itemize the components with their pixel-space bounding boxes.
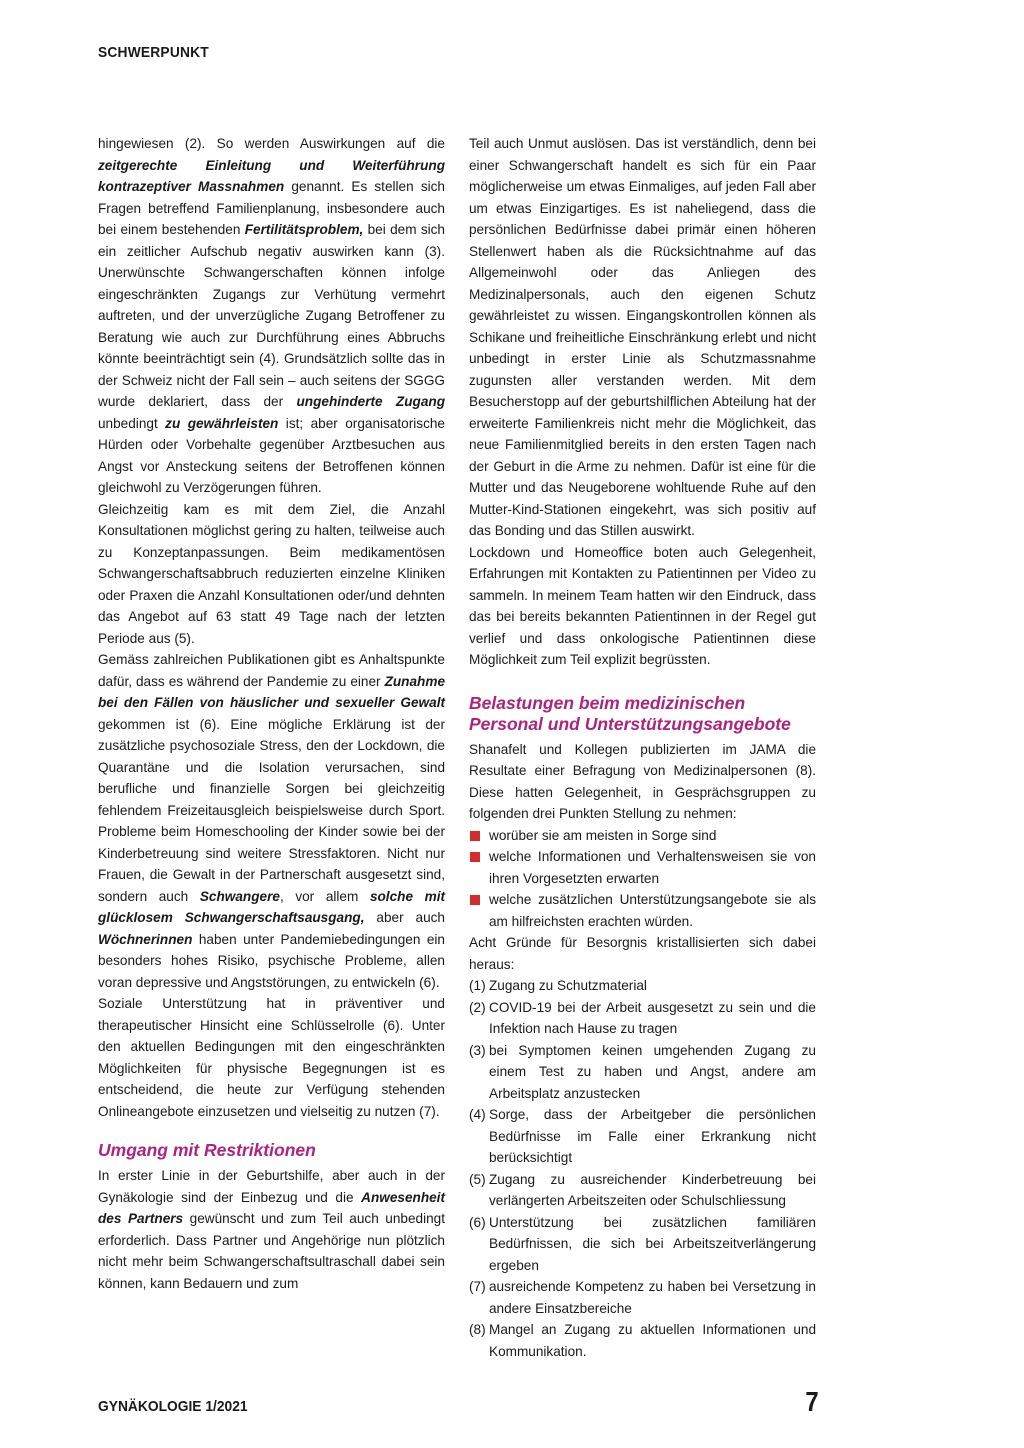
section-header: SCHWERPUNKT <box>98 44 209 61</box>
bullet-list <box>469 825 816 933</box>
list-item: (4) Sorge, dass der Arbeitgeber die persönlichen Bedürfnisse im Falle einer Erkrankung nicht berücksichtigt <box>469 1107 816 1165</box>
page-number: 7 <box>805 1386 819 1417</box>
paragraph <box>98 133 445 499</box>
square-bullet-icon <box>470 895 480 905</box>
square-bullet-icon <box>470 852 480 862</box>
paragraph <box>98 499 445 650</box>
text-run: Gleichzeitig kam es mit dem Ziel, die Anzahl Konsultationen möglichst gering zu halten, teilweise auch zu Konzeptanpassungen. Beim medikamentösen Schwangerschaftsabbruch reduzierten einzelne Kliniken oder Praxen die Anzahl Konsultationen oder/und dehnten das Angebot auf 63 statt 49 Tage nach der letzten Periode aus (5). <box>98 501 445 646</box>
list-item: (7) ausreichende Kompetenz zu haben bei Versetzung in andere Einsatzbereiche <box>469 1279 816 1316</box>
journal-issue: GYNÄKOLOGIE 1/2021 <box>98 1398 248 1415</box>
emphasized-text: solche mit glücklosem Schwangerschaftsausgang, <box>98 888 446 925</box>
text-run: bei dem sich ein zeitlicher Aufschub negativ auswirken kann (3). Unerwünschte Schwangerschaften können infolge eingeschränkten Zugangs zur Verhütung vermehrt auftreten, und der unverzügliche Zugang Betroffener zu Beratung wie auch zur Durchführung eines Abbruchs könnte beeinträchtigt sein (4). Grundsätzlich sollte das in der Schweiz nicht der Fall sein – auch seitens der SGGG wurde deklariert, dass der <box>98 222 445 409</box>
text-run: Acht Gründe für Besorgnis kristallisierten sich dabei heraus: <box>469 935 816 972</box>
paragraph <box>98 1165 445 1294</box>
paragraph <box>469 932 816 975</box>
paragraph <box>469 542 816 671</box>
list-item: (2) COVID-19 bei der Arbeit ausgesetzt zu sein und die Infektion nach Hause zu tragen <box>469 999 816 1036</box>
section-heading: Umgang mit Restriktionen <box>98 1140 316 1160</box>
text-run: genannt. Es stellen sich Fragen betreffend Familienplanung, insbesondere auch bei einem bestehenden <box>98 179 445 237</box>
list-item: welche zusätzlichen Unterstützungsangebote sie als am hilfreichsten erachten würden. <box>469 889 816 932</box>
paragraph <box>469 739 816 825</box>
list-item: (3) bei Symptomen keinen umgehenden Zugang zu einem Test zu haben und Angst, andere am Arbeitsplatz anzustecken <box>469 1042 816 1101</box>
text-run: aber auch <box>364 910 445 925</box>
text-run: , vor allem <box>279 888 370 904</box>
numbered-list <box>469 975 816 1362</box>
emphasized-text: Anwesenheit des Partners <box>98 1189 445 1226</box>
emphasized-text: zeitgerechte Einleitung und Weiterführung kontrazeptiver Massnahmen <box>98 157 445 194</box>
text-run: Teil auch Unmut auslösen. Das ist verständlich, denn bei einer Schwangerschaft handelt es sich für ein Paar möglicherweise um etwas Einmaliges, auf jeden Fall aber um etwas Einzigartiges. Es ist naheliegend, dass die persönlichen Bedürfnisse dabei primär einen höheren Stellenwert haben als die Rücksichtnahme auf das Allgemeinwohl oder das Anliegen des Medizinalpersonals, auch den eigenen Schutz gewährleistet zu wissen. Eingangskontrollen können als Schikane und freiheitliche Einschränkung erlebt und nicht unbedingt in erster Linie als Schutzmassnahme zugunsten aller verstanden werden. Mit dem Besucherstopp auf der geburtshilflichen Abteilung hat der erweiterte Familienkreis nicht mehr die Möglichkeit, das neue Familienmitglied bereits in den ersten Tagen nach der Geburt in die Arme zu nehmen. Dafür ist eine für die Mutter und das Neugeborene wohltuende Ruhe auf den Mutter-Kind-Stationen eingekehrt, was sich positiv auf das Bonding und das Stillen auswirkt. <box>469 136 816 538</box>
emphasized-text: Zunahme bei den Fällen von häuslicher und sexueller Gewalt <box>98 673 445 710</box>
text-run: In erster Linie in der Geburtshilfe, aber auch in der Gynäkologie sind der Einbezug und die <box>98 1168 445 1205</box>
text-run: Gemäss zahlreichen Publikationen gibt es Anhaltspunkte dafür, dass es während der Pandemie zu einer <box>98 652 445 689</box>
text-run: unbedingt <box>98 415 166 431</box>
list-item: (5) Zugang zu ausreichender Kinderbetreuung bei verlängerten Arbeitszeiten oder Schulschliessung <box>469 1171 816 1208</box>
list-item: (8) Mangel an Zugang zu aktuellen Informationen und Kommunikation. <box>469 1322 816 1359</box>
text-run: haben unter Pandemiebedingungen ein besonders hohes Risiko, psychische Probleme, allen voran depressive und Angststörungen, zu entwickeln (6). <box>98 931 445 990</box>
text-run: gekommen ist (6). Eine mögliche Erklärung ist der zusätzliche psychosoziale Stress, den der Lockdown, die Quarantäne und die Isolation verursachen, sind berufliche und finanzielle Sorgen bei gleichzeitig fehlendem Freizeitausgleich beispielsweise durch Sport. Probleme beim Homeschooling der Kinder sowie bei der Kinderbetreuung sind weitere Stressfaktoren. Nicht nur Frauen, die Gewalt in der Partnerschaft ausgesetzt sind, sondern auch <box>98 716 445 904</box>
list-item: (1) Zugang zu Schutzmaterial <box>469 978 647 993</box>
list-item: worüber sie am meisten in Sorge sind <box>469 825 816 847</box>
paragraph <box>98 993 445 1122</box>
list-item: (6) Unterstützung bei zusätzlichen familiären Bedürfnissen, die sich bei Arbeitszeitverlängerung ergeben <box>469 1214 816 1273</box>
emphasized-text: zu gewährleisten <box>165 415 279 431</box>
square-bullet-icon <box>470 831 480 841</box>
text-run: gewünscht und zum Teil auch unbedingt erforderlich. Dass Partner und Angehörige nun plötzlich nicht mehr beim Schwangerschaftsultraschall dabei sein können, kann Bedauern und zum <box>98 1211 446 1291</box>
emphasized-text: Wöchnerinnen <box>98 931 193 947</box>
list-item: welche Informationen und Verhaltensweisen sie von ihren Vorgesetzten erwarten <box>469 846 816 889</box>
emphasized-text: ungehinderte Zugang <box>296 394 445 409</box>
emphasized-text: Schwangere <box>199 888 280 904</box>
text-run: Lockdown und Homeoffice boten auch Gelegenheit, Erfahrungen mit Kontakten zu Patientinnen per Video zu sammeln. In meinem Team hatten wir den Eindruck, dass das bei bereits bekannten Patientinnen in der Regel gut verlief und dass onkologische Patientinnen diese Möglichkeit zum Teil explizit begrüssten. <box>469 544 816 667</box>
section-heading: Belastungen beim medizinischen Personal und Unterstützungsangebote <box>469 692 791 734</box>
paragraph <box>469 133 816 542</box>
text-run: Soziale Unterstützung hat in präventiver und therapeutischer Hinsicht eine Schlüsselrolle (6). Unter den aktuellen Bedingungen mit den eingeschränkten Möglichkeiten für physische Begegnungen ist es entscheidend, die heute zur Verfügung stehenden Onlineangebote einzusetzen und vielseitig zu nutzen (7). <box>98 996 445 1119</box>
right-column <box>469 133 816 1362</box>
paragraph <box>98 649 445 993</box>
text-run: Shanafelt und Kollegen publizierten im JAMA die Resultate einer Befragung von Medizinalpersonen (8). Diese hatten Gelegenheit, in Gesprächsgruppen zu folgenden drei Punkten Stellung zu nehmen: <box>469 741 816 821</box>
emphasized-text: Fertilitätsproblem, <box>244 222 364 237</box>
left-column <box>98 133 445 1294</box>
text-run: ist; aber organisatorische Hürden oder Vorbehalte gegenüber Arztbesuchen aus Angst vor Ansteckung seitens der Betroffenen können gleichwohl zu Verzögerungen führen. <box>98 415 445 495</box>
text-run: hingewiesen (2). So werden Auswirkungen auf die <box>98 136 445 151</box>
